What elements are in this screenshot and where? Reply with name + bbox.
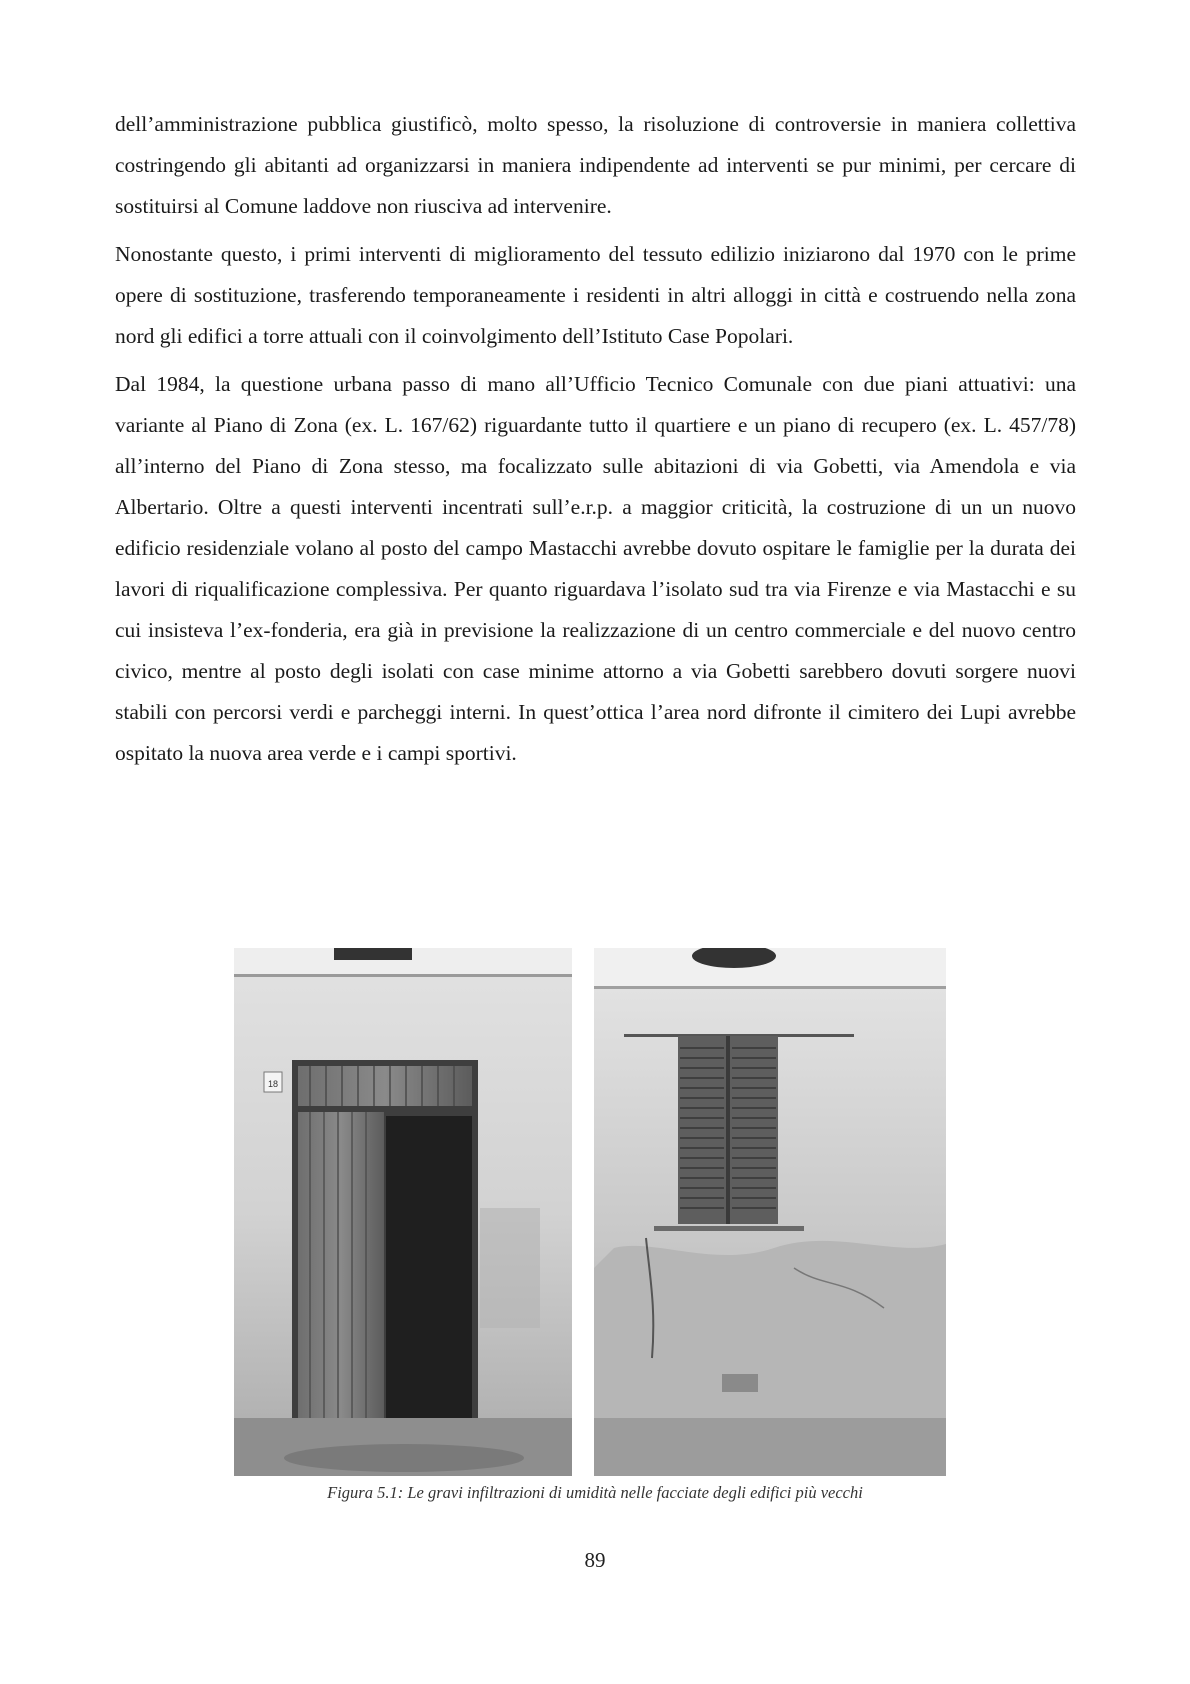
paragraph-2: Nonostante questo, i primi interventi di miglioramento del tessuto edilizio iniziarono dal 1970 con le prime opere di sostituzione, trasferendo temporaneamente i residenti in altri alloggi in città e costruendo nella zona nord gli edifici a torre attuali con il coinvolgimento dell’Istituto Case Popolari. [115,242,1076,348]
body-text [115,104,1076,781]
photo-old-door [234,948,572,1476]
figure-caption: Figura 5.1: Le gravi infiltrazioni di umidità nelle facciate degli edifici più vecchi [327,1483,863,1502]
door-number-plate: 18 [267,1079,279,1089]
figure-5-1 [234,948,946,1476]
paragraph-1: dell’amministrazione pubblica giustificò, molto spesso, la risoluzione di controversie in maniera collettiva costringendo gli abitanti ad organizzarsi in maniera indipendente ad interventi se pur minimi, per cercare di sostituirsi al Comune laddove non riusciva ad intervenire. [115,112,1076,218]
paragraph-3: Dal 1984, la questione urbana passo di mano all’Ufficio Tecnico Comunale con due piani attuativi: una variante al Piano di Zona (ex. L. 167/62) riguardante tutto il quartiere e un piano di recupero (ex. L. 457/78) all’interno del Piano di Zona stesso, ma focalizzato sulle abitazioni di via Gobetti, via Amendola e via Albertario. Oltre a questi interventi incentrati sull’e.r.p. a maggior criticità, la costruzione di un un nuovo edificio residenziale volano al posto del campo Mastacchi avrebbe dovuto ospitare le famiglie per la durata dei lavori di riqualificazione complessiva. Per quanto riguardava l’isolato sud tra via Firenze e via Mastacchi e su cui insisteva l’ex-fonderia, era già in previsione la realizzazione di un centro commerciale e del nuovo centro civico, mentre al posto degli isolati con case minime attorno a via Gobetti sarebbero dovuti sorgere nuovi stabili con percorsi verdi e parcheggi interni. In quest’ottica l’area nord difronte il cimitero dei Lupi avrebbe ospitato la nuova area verde e i campi sportivi. [115,372,1076,765]
photo-damaged-window [594,948,946,1476]
page-number: 89 [584,1548,606,1572]
